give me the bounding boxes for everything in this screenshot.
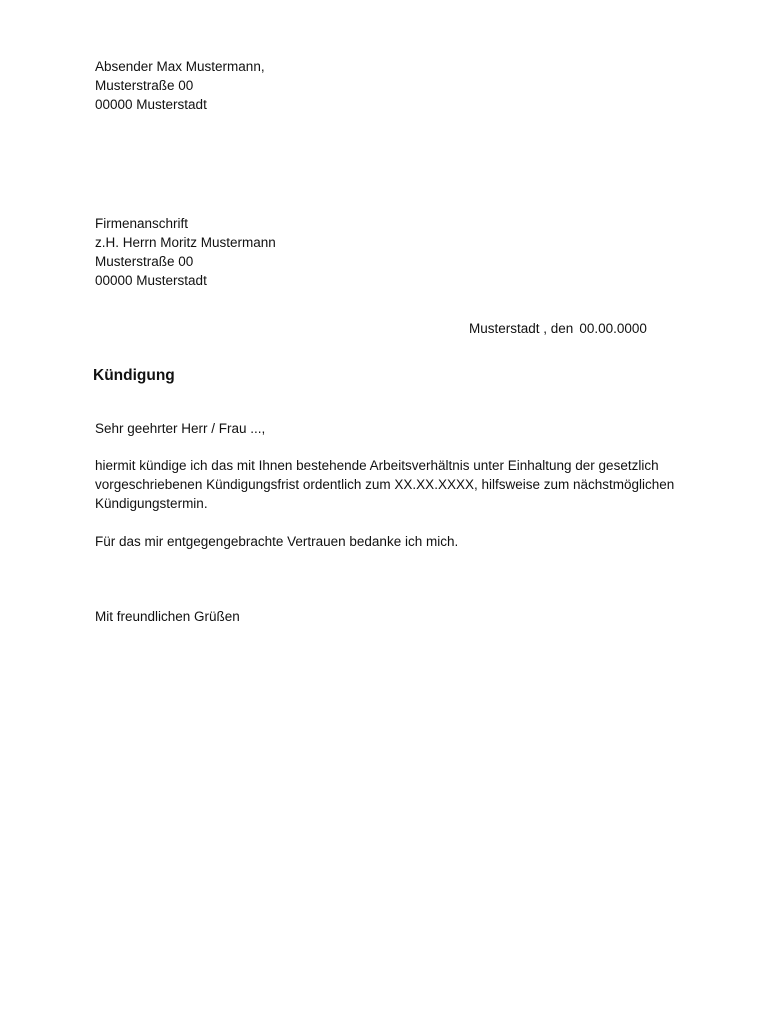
recipient-attention-line: z.H. Herrn Moritz Mustermann xyxy=(95,235,276,250)
thanks-paragraph: Für das mir entgegengebrachte Vertrauen bedanke ich mich. xyxy=(95,534,459,549)
recipient-city-line: 00000 Musterstadt xyxy=(95,273,207,288)
sender-city-line: 00000 Musterstadt xyxy=(95,97,207,112)
body-line-3: Kündigungstermin. xyxy=(95,496,208,511)
place-date-line xyxy=(469,319,647,338)
subject-heading: Kündigung xyxy=(93,367,175,384)
place-label: Musterstadt , den xyxy=(469,321,574,336)
salutation: Sehr geehrter Herr / Frau ..., xyxy=(95,421,266,436)
recipient-street-line: Musterstraße 00 xyxy=(95,254,194,269)
letter-date: 00.00.0000 xyxy=(579,321,647,336)
recipient-company-line: Firmenanschrift xyxy=(95,216,189,231)
sender-address xyxy=(95,57,265,114)
recipient-address xyxy=(95,214,276,290)
body-paragraph xyxy=(95,456,674,513)
sender-street-line: Musterstraße 00 xyxy=(95,78,194,93)
sender-name-line: Absender Max Mustermann, xyxy=(95,59,265,74)
body-line-1: hiermit kündige ich das mit Ihnen bestehende Arbeitsverhältnis unter Einhaltung der gesetzlich xyxy=(95,458,659,473)
body-line-2: vorgeschriebenen Kündigungsfrist ordentlich zum XX.XX.XXXX, hilfsweise zum nächstmöglichen xyxy=(95,477,675,492)
closing-formula: Mit freundlichen Grüßen xyxy=(95,609,240,624)
